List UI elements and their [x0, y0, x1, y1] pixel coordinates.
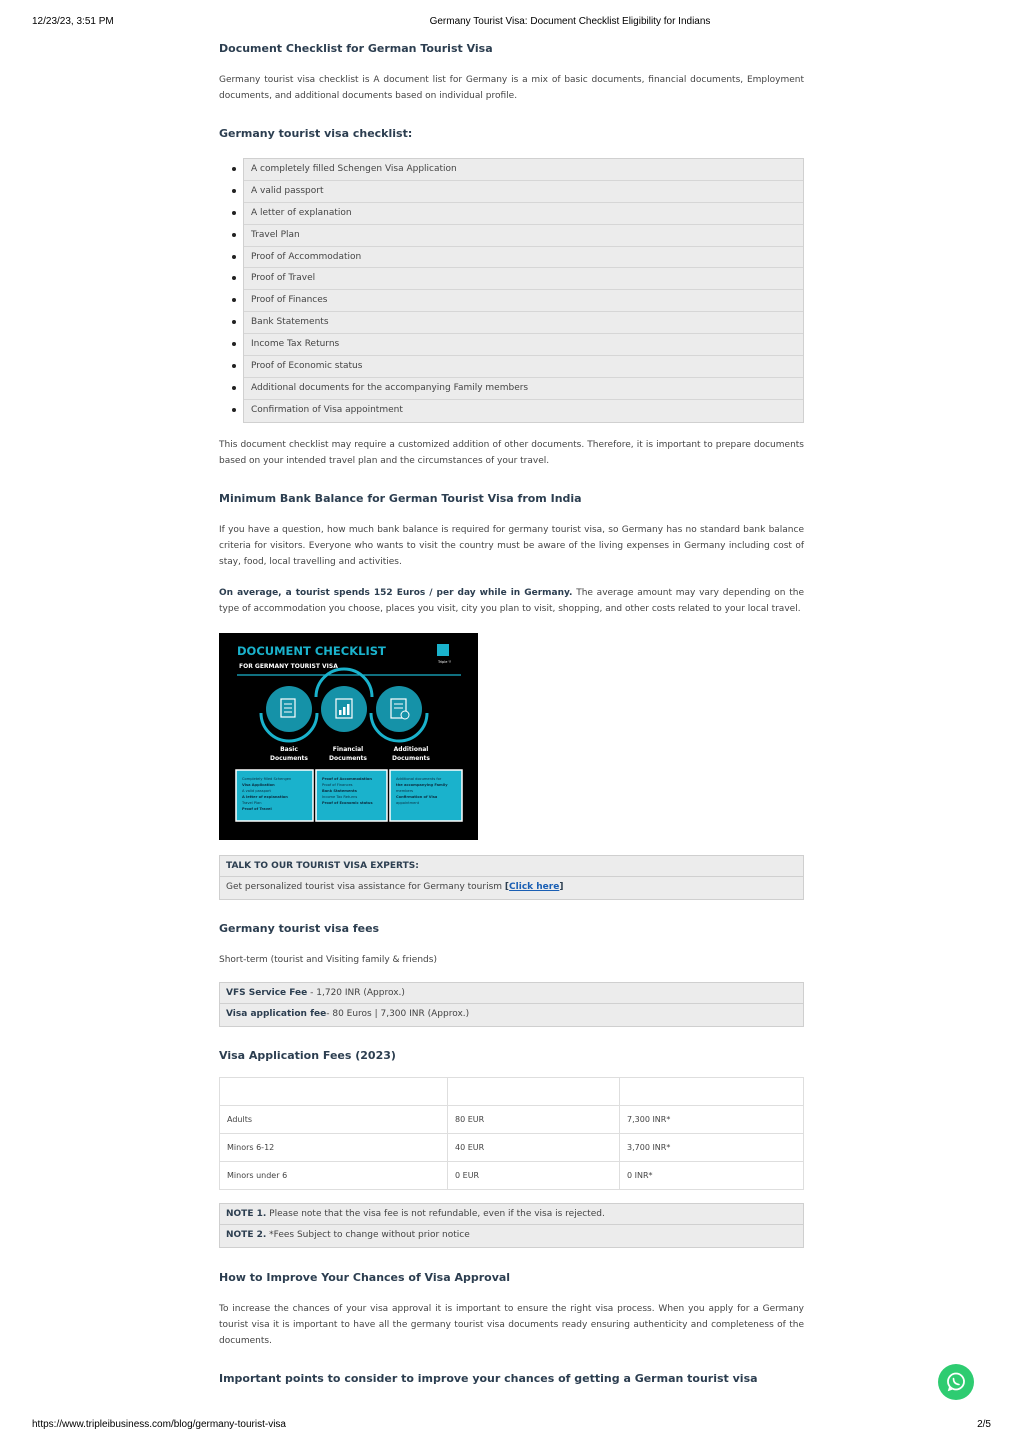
fee-table — [219, 1077, 804, 1190]
list-item: Income Tax Returns — [244, 334, 803, 356]
list-item: Travel Plan — [244, 225, 803, 247]
list-item: Confirmation of Visa appointment — [244, 400, 803, 422]
experts-text: Get personalized tourist visa assistance for Germany tourism — [226, 882, 505, 893]
infographic-svg — [219, 633, 478, 840]
vfs-fee-value: - 1,720 INR (Approx.) — [307, 987, 405, 998]
print-header — [0, 16, 1024, 30]
article-content — [219, 40, 804, 1387]
print-footer — [0, 1419, 1024, 1433]
app-fee-label: Visa application fee — [226, 1009, 327, 1020]
experts-heading: TALK TO OUR TOURIST VISA EXPERTS: — [226, 860, 419, 871]
app-fee-row — [220, 1004, 803, 1026]
notes-box — [219, 1203, 804, 1248]
svg-text:A letter of explanation: A letter of explanation — [242, 794, 288, 799]
svg-text:Visa Application: Visa Application — [242, 782, 275, 787]
list-item: Additional documents for the accompanying Family members — [244, 378, 803, 400]
vfs-fee-label: VFS Service Fee — [226, 987, 308, 998]
whatsapp-icon — [938, 1364, 974, 1400]
column-label-basic-2: Documents — [270, 754, 308, 762]
improve-heading: How to Improve Your Chances of Visa Approval — [219, 1270, 511, 1284]
infographic-title: DOCUMENT CHECKLIST — [237, 643, 386, 658]
infographic-subtitle: FOR GERMANY TOURIST VISA — [239, 662, 338, 670]
financial-documents-circle — [316, 669, 372, 732]
table-row: Adults 80 EUR 7,300 INR* — [220, 1105, 804, 1133]
column-label-additional-1: Additional — [393, 745, 429, 753]
svg-text:Confirmation of Visa: Confirmation of Visa — [396, 794, 438, 799]
intro-paragraph: Germany tourist visa checklist is A document list for Germany is a mix of basic documents, financial documents, Employment documents, and additional documents based on individual profile. — [219, 75, 804, 101]
list-item: Proof of Economic status — [244, 356, 803, 378]
fees-subtitle: Short-term (tourist and Visiting family & friends) — [219, 954, 437, 965]
print-page-number: 2/5 — [977, 1419, 991, 1430]
average-spend-paragraph — [219, 585, 804, 617]
column-label-financial-2: Documents — [329, 754, 367, 762]
experts-heading-row — [220, 856, 803, 878]
svg-text:Income Tax Returns: Income Tax Returns — [322, 794, 358, 799]
svg-text:Travel Plan: Travel Plan — [242, 800, 262, 805]
svg-text:A valid passport: A valid passport — [242, 788, 271, 793]
average-spend-bold: On average, a tourist spends 152 Euros / per day while in Germany. — [219, 587, 573, 598]
fees-box — [219, 982, 804, 1027]
bank-balance-paragraph: If you have a question, how much bank balance is required for germany tourist visa, so Germany has no standard bank balance criteria for visitors. Everyone who wants to visit the country must be aware of the living expenses in Germany including cost of stay, food, local travelling and activities. — [219, 524, 804, 567]
svg-text:Proof of Finances: Proof of Finances — [322, 782, 353, 787]
svg-text:Proof of Travel: Proof of Travel — [242, 806, 272, 811]
experts-box — [219, 855, 804, 900]
table-row: Minors 6-12 40 EUR 3,700 INR* — [220, 1133, 804, 1161]
improve-paragraph: To increase the chances of your visa approval it is important to ensure the right visa process. When you apply for a Germany tourist visa it is important to have all the germany tourist visa documents ready ensuring authenticity and completeness of the documents. — [219, 1303, 804, 1346]
basic-documents-circle — [261, 686, 317, 741]
svg-text:the accompanying Family: the accompanying Family — [396, 782, 448, 787]
table-row: Minors under 6 0 EUR 0 INR* — [220, 1161, 804, 1189]
bank-balance-heading: Minimum Bank Balance for German Tourist Visa from India — [219, 491, 582, 505]
checklist-heading: Germany tourist visa checklist: — [219, 127, 413, 140]
click-here-link[interactable]: Click here — [509, 882, 560, 893]
note-2-row — [220, 1225, 803, 1247]
fees-heading: Germany tourist visa fees — [219, 921, 380, 935]
checklist-list — [243, 158, 804, 423]
column-label-basic-1: Basic — [280, 745, 298, 753]
svg-text:Completely filled Schengen: Completely filled Schengen — [242, 776, 292, 781]
print-datetime: 12/23/23, 3:51 PM — [32, 16, 114, 27]
note-1-label: NOTE 1. — [226, 1208, 267, 1219]
table-row — [220, 1077, 804, 1105]
print-url: https://www.tripleibusiness.com/blog/germany-tourist-visa — [32, 1419, 286, 1430]
svg-text:Proof of Accommodation: Proof of Accommodation — [322, 776, 372, 781]
svg-text:Bank Statements: Bank Statements — [322, 788, 357, 793]
vfs-fee-row — [220, 983, 803, 1005]
note-1-text: Please note that the visa fee is not refundable, even if the visa is rejected. — [266, 1208, 605, 1219]
average-spend-text: The average amount may vary depending on the type of accommodation you choose, places you visit, city you plan to visit, shopping, and other costs related to your local travel. — [219, 587, 804, 614]
list-item: Bank Statements — [244, 312, 803, 334]
note-1-row — [220, 1204, 803, 1226]
print-title: Germany Tourist Visa: Document Checklist Eligibility for Indians — [429, 16, 711, 27]
additional-documents-circle — [371, 686, 427, 741]
svg-text:appointment: appointment — [396, 800, 420, 805]
svg-text:Additional documents for: Additional documents for — [396, 776, 442, 781]
logo-mark — [437, 644, 449, 656]
list-item: A valid passport — [244, 181, 803, 203]
list-item: Proof of Accommodation — [244, 247, 803, 269]
experts-text-row: Get personalized tourist visa assistance for Germany tourism [Click here] — [220, 877, 803, 899]
list-item: A letter of explanation — [244, 203, 803, 225]
svg-text:members: members — [396, 788, 414, 793]
app-fee-value: - 80 Euros | 7,300 INR (Approx.) — [326, 1009, 470, 1020]
fee-table-heading: Visa Application Fees (2023) — [219, 1048, 396, 1062]
column-label-additional-2: Documents — [392, 754, 430, 762]
list-item: Proof of Travel — [244, 268, 803, 290]
list-item: A completely filled Schengen Visa Application — [244, 159, 803, 181]
important-points-heading: Important points to consider to improve your chances of getting a German tourist visa — [219, 1371, 758, 1385]
note-2-label: NOTE 2. — [226, 1230, 267, 1241]
section-heading-checklist-doc: Document Checklist for German Tourist Visa — [219, 42, 493, 55]
note-2-text: *Fees Subject to change without prior notice — [266, 1230, 470, 1241]
svg-text:Proof of Economic status: Proof of Economic status — [322, 800, 373, 805]
column-label-financial-1: Financial — [332, 745, 364, 753]
document-checklist-infographic — [219, 633, 478, 840]
checklist-note-paragraph: This document checklist may require a customized addition of other documents. Therefore, it is important to prepare documents based on your intended travel plan and the circumstances of your travel. — [219, 439, 804, 466]
whatsapp-button[interactable] — [938, 1364, 974, 1400]
logo-text: Triple 'i' — [438, 659, 452, 664]
list-item: Proof of Finances — [244, 290, 803, 312]
